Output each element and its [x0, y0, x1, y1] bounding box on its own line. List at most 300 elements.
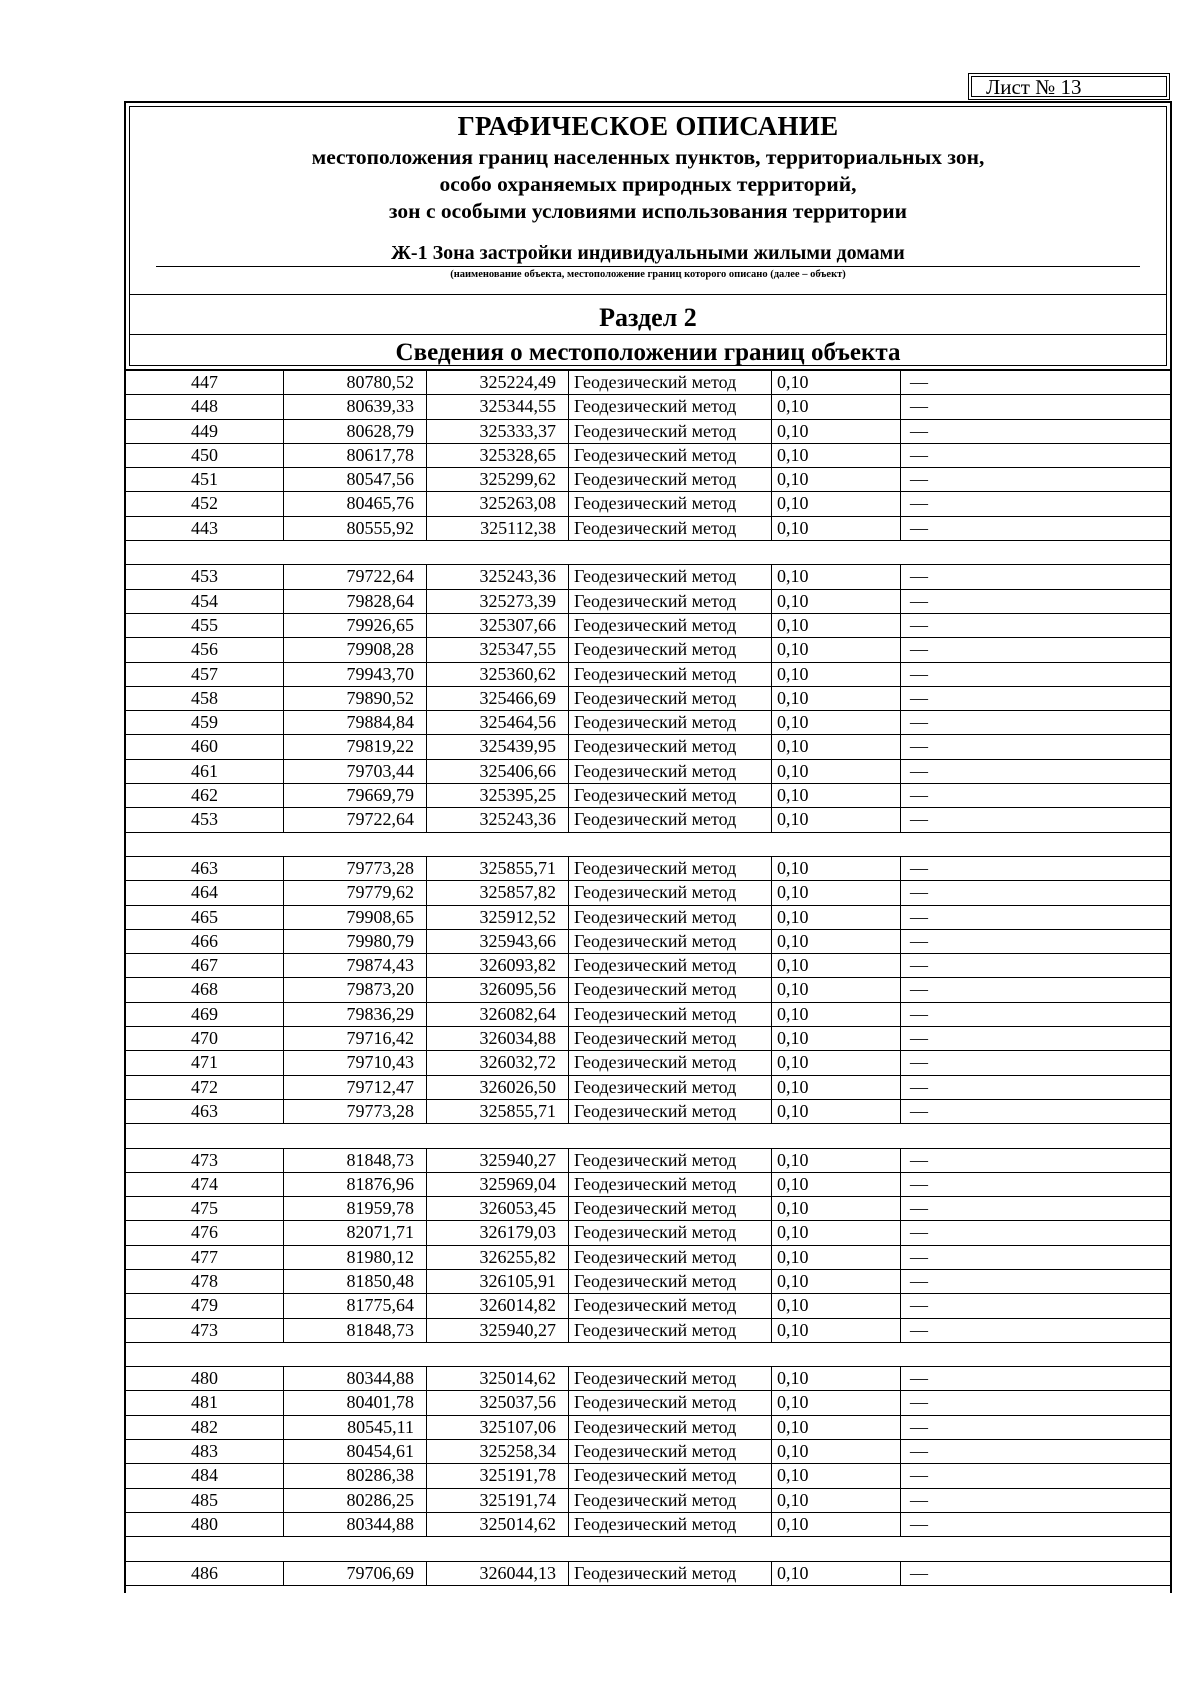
accuracy-cell: 0,10: [777, 1562, 809, 1583]
accuracy-cell: 0,10: [777, 493, 809, 514]
point-number-cell: 458: [191, 687, 218, 708]
point-number-cell: 452: [191, 493, 218, 514]
description-cell: —: [910, 1076, 928, 1097]
point-number-cell: 470: [191, 1028, 218, 1049]
description-cell: —: [910, 1416, 928, 1437]
description-cell: —: [910, 1489, 928, 1510]
table-row: [126, 1270, 1170, 1294]
description-cell: —: [910, 1149, 928, 1170]
point-number-cell: 451: [191, 469, 218, 490]
point-number-cell: 454: [191, 590, 218, 611]
description-cell: —: [910, 639, 928, 660]
point-number-cell: 482: [191, 1416, 218, 1437]
description-cell: —: [910, 1198, 928, 1219]
x-coordinate-cell: 79703,44: [346, 760, 414, 781]
accuracy-cell: 0,10: [777, 1246, 809, 1267]
y-coordinate-cell: 325258,34: [479, 1441, 556, 1462]
method-cell: Геодезический метод: [574, 1392, 737, 1413]
x-coordinate-cell: 79836,29: [346, 1003, 414, 1024]
point-number-cell: 463: [191, 857, 218, 878]
y-coordinate-cell: 325037,56: [479, 1392, 556, 1413]
accuracy-cell: 0,10: [777, 663, 809, 684]
x-coordinate-cell: 80465,76: [346, 493, 414, 514]
point-number-cell: 479: [191, 1295, 218, 1316]
x-coordinate-cell: 79722,64: [346, 566, 414, 587]
point-number-cell: 455: [191, 614, 218, 635]
y-coordinate-cell: 325360,62: [479, 663, 556, 684]
point-number-cell: 481: [191, 1392, 218, 1413]
x-coordinate-cell: 79779,62: [346, 882, 414, 903]
point-number-cell: 443: [191, 517, 218, 538]
description-cell: —: [910, 1003, 928, 1024]
method-cell: Геодезический метод: [574, 1100, 737, 1121]
method-cell: Геодезический метод: [574, 687, 737, 708]
point-number-cell: 465: [191, 906, 218, 927]
x-coordinate-cell: 80628,79: [346, 420, 414, 441]
table-row: [126, 1440, 1170, 1464]
point-number-cell: 468: [191, 979, 218, 1000]
table-row: [126, 1149, 1170, 1173]
y-coordinate-cell: 325940,27: [479, 1149, 556, 1170]
accuracy-cell: 0,10: [777, 1003, 809, 1024]
object-caption: (наименование объекта, местоположение границ которого описано (далее – объект): [450, 269, 846, 280]
point-number-cell: 473: [191, 1319, 218, 1340]
method-cell: Геодезический метод: [574, 1222, 737, 1243]
description-cell: —: [910, 930, 928, 951]
table-row: [126, 395, 1170, 419]
point-number-cell: 478: [191, 1270, 218, 1291]
method-cell: Геодезический метод: [574, 1246, 737, 1267]
description-cell: —: [910, 809, 928, 830]
table-row: [126, 590, 1170, 614]
accuracy-cell: 0,10: [777, 639, 809, 660]
x-coordinate-cell: 79980,79: [346, 930, 414, 951]
description-cell: —: [910, 614, 928, 635]
table-row: [126, 444, 1170, 468]
accuracy-cell: 0,10: [777, 1441, 809, 1462]
accuracy-cell: 0,10: [777, 1392, 809, 1413]
point-number-cell: 453: [191, 566, 218, 587]
point-number-cell: 457: [191, 663, 218, 684]
point-number-cell: 473: [191, 1149, 218, 1170]
method-cell: Геодезический метод: [574, 1368, 737, 1389]
x-coordinate-cell: 79722,64: [346, 809, 414, 830]
point-number-cell: 447: [191, 372, 218, 392]
method-cell: Геодезический метод: [574, 712, 737, 733]
accuracy-cell: 0,10: [777, 736, 809, 757]
table-row: [126, 711, 1170, 735]
x-coordinate-cell: 79908,28: [346, 639, 414, 660]
method-cell: Геодезический метод: [574, 517, 737, 538]
y-coordinate-cell: 326179,03: [479, 1222, 556, 1243]
accuracy-cell: 0,10: [777, 809, 809, 830]
y-coordinate-cell: 325912,52: [479, 906, 556, 927]
accuracy-cell: 0,10: [777, 1052, 809, 1073]
x-coordinate-cell: 79706,69: [346, 1562, 414, 1583]
table-row: [126, 881, 1170, 905]
y-coordinate-cell: 326014,82: [479, 1295, 556, 1316]
x-coordinate-cell: 80286,38: [346, 1465, 414, 1486]
method-cell: Геодезический метод: [574, 1465, 737, 1486]
y-coordinate-cell: 325014,62: [479, 1368, 556, 1389]
method-cell: Геодезический метод: [574, 1513, 737, 1534]
method-cell: Геодезический метод: [574, 785, 737, 806]
y-coordinate-cell: 325243,36: [479, 566, 556, 587]
method-cell: Геодезический метод: [574, 906, 737, 927]
y-coordinate-cell: 325855,71: [479, 1100, 556, 1121]
y-coordinate-cell: 326105,91: [479, 1270, 556, 1291]
document-header: [124, 101, 1172, 371]
method-cell: Геодезический метод: [574, 663, 737, 684]
description-cell: —: [910, 1295, 928, 1316]
description-cell: —: [910, 590, 928, 611]
method-cell: Геодезический метод: [574, 760, 737, 781]
y-coordinate-cell: 325855,71: [479, 857, 556, 878]
method-cell: Геодезический метод: [574, 1028, 737, 1049]
y-coordinate-cell: 326053,45: [479, 1198, 556, 1219]
description-cell: —: [910, 1562, 928, 1583]
y-coordinate-cell: 325307,66: [479, 614, 556, 635]
object-underline: [156, 266, 1140, 267]
table-row: [126, 760, 1170, 784]
point-number-cell: 474: [191, 1173, 218, 1194]
accuracy-cell: 0,10: [777, 955, 809, 976]
accuracy-cell: 0,10: [777, 1198, 809, 1219]
coordinates-table: [126, 371, 1170, 1586]
description-cell: —: [910, 955, 928, 976]
header-inner-frame: [129, 106, 1167, 366]
y-coordinate-cell: 325191,78: [479, 1465, 556, 1486]
description-cell: —: [910, 1222, 928, 1243]
accuracy-cell: 0,10: [777, 420, 809, 441]
point-number-cell: 461: [191, 760, 218, 781]
table-gap-row: [126, 1124, 1170, 1148]
y-coordinate-cell: 325940,27: [479, 1319, 556, 1340]
method-cell: Геодезический метод: [574, 1441, 737, 1462]
table-row: [126, 1221, 1170, 1245]
x-coordinate-cell: 81876,96: [346, 1173, 414, 1194]
y-coordinate-cell: 326034,88: [479, 1028, 556, 1049]
description-cell: —: [910, 1392, 928, 1413]
y-coordinate-cell: 325263,08: [479, 493, 556, 514]
method-cell: Геодезический метод: [574, 1270, 737, 1291]
description-cell: —: [910, 1368, 928, 1389]
y-coordinate-cell: 325273,39: [479, 590, 556, 611]
table-row: [126, 1003, 1170, 1027]
x-coordinate-cell: 79828,64: [346, 590, 414, 611]
method-cell: Геодезический метод: [574, 1198, 737, 1219]
method-cell: Геодезический метод: [574, 1173, 737, 1194]
x-coordinate-cell: 81850,48: [346, 1270, 414, 1291]
point-number-cell: 471: [191, 1052, 218, 1073]
description-cell: —: [910, 857, 928, 878]
method-cell: Геодезический метод: [574, 372, 737, 392]
accuracy-cell: 0,10: [777, 1295, 809, 1316]
point-number-cell: 475: [191, 1198, 218, 1219]
accuracy-cell: 0,10: [777, 785, 809, 806]
description-cell: —: [910, 372, 928, 392]
table-gap-row: [126, 1537, 1170, 1561]
y-coordinate-cell: 326082,64: [479, 1003, 556, 1024]
y-coordinate-cell: 325439,95: [479, 736, 556, 757]
accuracy-cell: 0,10: [777, 712, 809, 733]
subtitle-line-2: особо охраняемых природных территорий,: [439, 172, 857, 196]
x-coordinate-cell: 80454,61: [346, 1441, 414, 1462]
x-coordinate-cell: 82071,71: [346, 1222, 414, 1243]
x-coordinate-cell: 79884,84: [346, 712, 414, 733]
method-cell: Геодезический метод: [574, 1562, 737, 1583]
method-cell: Геодезический метод: [574, 444, 737, 465]
y-coordinate-cell: 325344,55: [479, 396, 556, 417]
table-row: [126, 1367, 1170, 1391]
accuracy-cell: 0,10: [777, 1149, 809, 1170]
y-coordinate-cell: 326026,50: [479, 1076, 556, 1097]
method-cell: Геодезический метод: [574, 1489, 737, 1510]
method-cell: Геодезический метод: [574, 857, 737, 878]
table-row: [126, 857, 1170, 881]
description-cell: —: [910, 687, 928, 708]
description-cell: —: [910, 493, 928, 514]
table-row: [126, 1173, 1170, 1197]
x-coordinate-cell: 79819,22: [346, 736, 414, 757]
accuracy-cell: 0,10: [777, 1270, 809, 1291]
point-number-cell: 480: [191, 1513, 218, 1534]
sheet-number-box: [968, 73, 1170, 100]
point-number-cell: 466: [191, 930, 218, 951]
accuracy-cell: 0,10: [777, 882, 809, 903]
description-cell: —: [910, 1173, 928, 1194]
table-row: [126, 906, 1170, 930]
point-number-cell: 456: [191, 639, 218, 660]
y-coordinate-cell: 325107,06: [479, 1416, 556, 1437]
y-coordinate-cell: 325224,49: [479, 372, 556, 392]
table-row: [126, 1562, 1170, 1586]
header-divider-2: [130, 334, 1166, 335]
accuracy-cell: 0,10: [777, 1028, 809, 1049]
accuracy-cell: 0,10: [777, 930, 809, 951]
table-row: [126, 565, 1170, 589]
method-cell: Геодезический метод: [574, 1295, 737, 1316]
point-number-cell: 472: [191, 1076, 218, 1097]
accuracy-cell: 0,10: [777, 857, 809, 878]
method-cell: Геодезический метод: [574, 493, 737, 514]
accuracy-cell: 0,10: [777, 1465, 809, 1486]
point-number-cell: 483: [191, 1441, 218, 1462]
x-coordinate-cell: 80344,88: [346, 1368, 414, 1389]
table-row: [126, 492, 1170, 516]
point-number-cell: 480: [191, 1368, 218, 1389]
table-row: [126, 1464, 1170, 1488]
description-cell: —: [910, 396, 928, 417]
point-number-cell: 453: [191, 809, 218, 830]
accuracy-cell: 0,10: [777, 614, 809, 635]
accuracy-cell: 0,10: [777, 906, 809, 927]
header-divider-1: [130, 294, 1166, 295]
table-gap-row: [126, 833, 1170, 857]
point-number-cell: 464: [191, 882, 218, 903]
accuracy-cell: 0,10: [777, 1222, 809, 1243]
method-cell: Геодезический метод: [574, 590, 737, 611]
description-cell: —: [910, 760, 928, 781]
method-cell: Геодезический метод: [574, 420, 737, 441]
description-cell: —: [910, 1052, 928, 1073]
method-cell: Геодезический метод: [574, 566, 737, 587]
point-number-cell: 467: [191, 955, 218, 976]
method-cell: Геодезический метод: [574, 614, 737, 635]
x-coordinate-cell: 79712,47: [346, 1076, 414, 1097]
table-row: [126, 638, 1170, 662]
accuracy-cell: 0,10: [777, 1173, 809, 1194]
table-gap-row: [126, 1343, 1170, 1367]
method-cell: Геодезический метод: [574, 882, 737, 903]
document-title: ГРАФИЧЕСКОЕ ОПИСАНИЕ: [457, 111, 839, 141]
accuracy-cell: 0,10: [777, 1076, 809, 1097]
y-coordinate-cell: 325943,66: [479, 930, 556, 951]
y-coordinate-cell: 325328,65: [479, 444, 556, 465]
table-row: [126, 1416, 1170, 1440]
y-coordinate-cell: 325243,36: [479, 809, 556, 830]
x-coordinate-cell: 80401,78: [346, 1392, 414, 1413]
x-coordinate-cell: 79908,65: [346, 906, 414, 927]
accuracy-cell: 0,10: [777, 1513, 809, 1534]
accuracy-cell: 0,10: [777, 590, 809, 611]
y-coordinate-cell: 325466,69: [479, 687, 556, 708]
table-row: [126, 1391, 1170, 1415]
point-number-cell: 476: [191, 1222, 218, 1243]
x-coordinate-cell: 79943,70: [346, 663, 414, 684]
point-number-cell: 460: [191, 736, 218, 757]
description-cell: —: [910, 1465, 928, 1486]
table-row: [126, 1100, 1170, 1124]
x-coordinate-cell: 81959,78: [346, 1198, 414, 1219]
description-cell: —: [910, 444, 928, 465]
table-row: [126, 735, 1170, 759]
table-row: [126, 614, 1170, 638]
y-coordinate-cell: 325395,25: [479, 785, 556, 806]
table-row: [126, 1051, 1170, 1075]
description-cell: —: [910, 785, 928, 806]
description-cell: —: [910, 1513, 928, 1534]
point-number-cell: 485: [191, 1489, 218, 1510]
sheet-number: Лист № 13: [971, 76, 1167, 97]
subtitle-line-3: зон с особыми условиями использования территории: [388, 199, 908, 223]
table-row: [126, 663, 1170, 687]
method-cell: Геодезический метод: [574, 930, 737, 951]
accuracy-cell: 0,10: [777, 1416, 809, 1437]
accuracy-cell: 0,10: [777, 469, 809, 490]
method-cell: Геодезический метод: [574, 1319, 737, 1340]
table-row: [126, 808, 1170, 832]
y-coordinate-cell: 325406,66: [479, 760, 556, 781]
section-number: Раздел 2: [599, 303, 697, 332]
accuracy-cell: 0,10: [777, 1368, 809, 1389]
accuracy-cell: 0,10: [777, 566, 809, 587]
table-row: [126, 930, 1170, 954]
accuracy-cell: 0,10: [777, 979, 809, 1000]
table-row: [126, 468, 1170, 492]
y-coordinate-cell: 325191,74: [479, 1489, 556, 1510]
method-cell: Геодезический метод: [574, 396, 737, 417]
description-cell: —: [910, 736, 928, 757]
description-cell: —: [910, 420, 928, 441]
x-coordinate-cell: 80780,52: [346, 372, 414, 392]
x-coordinate-cell: 79669,79: [346, 785, 414, 806]
method-cell: Геодезический метод: [574, 639, 737, 660]
x-coordinate-cell: 81980,12: [346, 1246, 414, 1267]
description-cell: —: [910, 517, 928, 538]
table-row: [126, 517, 1170, 541]
description-cell: —: [910, 1246, 928, 1267]
method-cell: Геодезический метод: [574, 736, 737, 757]
y-coordinate-cell: 325969,04: [479, 1173, 556, 1194]
description-cell: —: [910, 906, 928, 927]
method-cell: Геодезический метод: [574, 1076, 737, 1097]
accuracy-cell: 0,10: [777, 687, 809, 708]
table-row: [126, 1319, 1170, 1343]
description-cell: —: [910, 1028, 928, 1049]
description-cell: —: [910, 1100, 928, 1121]
description-cell: —: [910, 1319, 928, 1340]
table-row: [126, 978, 1170, 1002]
y-coordinate-cell: 325857,82: [479, 882, 556, 903]
table-row: [126, 687, 1170, 711]
point-number-cell: 469: [191, 1003, 218, 1024]
x-coordinate-cell: 79773,28: [346, 857, 414, 878]
object-name: Ж-1 Зона застройки индивидуальными жилыми домами: [391, 242, 905, 264]
y-coordinate-cell: 326032,72: [479, 1052, 556, 1073]
description-cell: —: [910, 566, 928, 587]
x-coordinate-cell: 79710,43: [346, 1052, 414, 1073]
accuracy-cell: 0,10: [777, 760, 809, 781]
point-number-cell: 484: [191, 1465, 218, 1486]
accuracy-cell: 0,10: [777, 396, 809, 417]
section-title: Сведения о местоположении границ объекта: [395, 339, 901, 366]
method-cell: Геодезический метод: [574, 955, 737, 976]
x-coordinate-cell: 81848,73: [346, 1319, 414, 1340]
x-coordinate-cell: 80344,88: [346, 1513, 414, 1534]
y-coordinate-cell: 326095,56: [479, 979, 556, 1000]
description-cell: —: [910, 1441, 928, 1462]
method-cell: Геодезический метод: [574, 469, 737, 490]
accuracy-cell: 0,10: [777, 517, 809, 538]
method-cell: Геодезический метод: [574, 979, 737, 1000]
table-row: [126, 1246, 1170, 1270]
x-coordinate-cell: 79890,52: [346, 687, 414, 708]
y-coordinate-cell: 326255,82: [479, 1246, 556, 1267]
method-cell: Геодезический метод: [574, 809, 737, 830]
x-coordinate-cell: 79874,43: [346, 955, 414, 976]
accuracy-cell: 0,10: [777, 1489, 809, 1510]
table-row: [126, 1489, 1170, 1513]
subtitle-line-1: местоположения границ населенных пунктов, территориальных зон,: [311, 145, 985, 169]
table-row: [126, 954, 1170, 978]
x-coordinate-cell: 80545,11: [347, 1416, 414, 1437]
y-coordinate-cell: 325347,55: [479, 639, 556, 660]
point-number-cell: 462: [191, 785, 218, 806]
table-row: [126, 784, 1170, 808]
method-cell: Геодезический метод: [574, 1003, 737, 1024]
table-row: [126, 1197, 1170, 1221]
description-cell: —: [910, 469, 928, 490]
x-coordinate-cell: 79873,20: [346, 979, 414, 1000]
table-row: [126, 1513, 1170, 1537]
accuracy-cell: 0,10: [777, 444, 809, 465]
y-coordinate-cell: 325299,62: [479, 469, 556, 490]
y-coordinate-cell: 325464,56: [479, 712, 556, 733]
table-row: [126, 1294, 1170, 1318]
x-coordinate-cell: 80639,33: [346, 396, 414, 417]
description-cell: —: [910, 882, 928, 903]
